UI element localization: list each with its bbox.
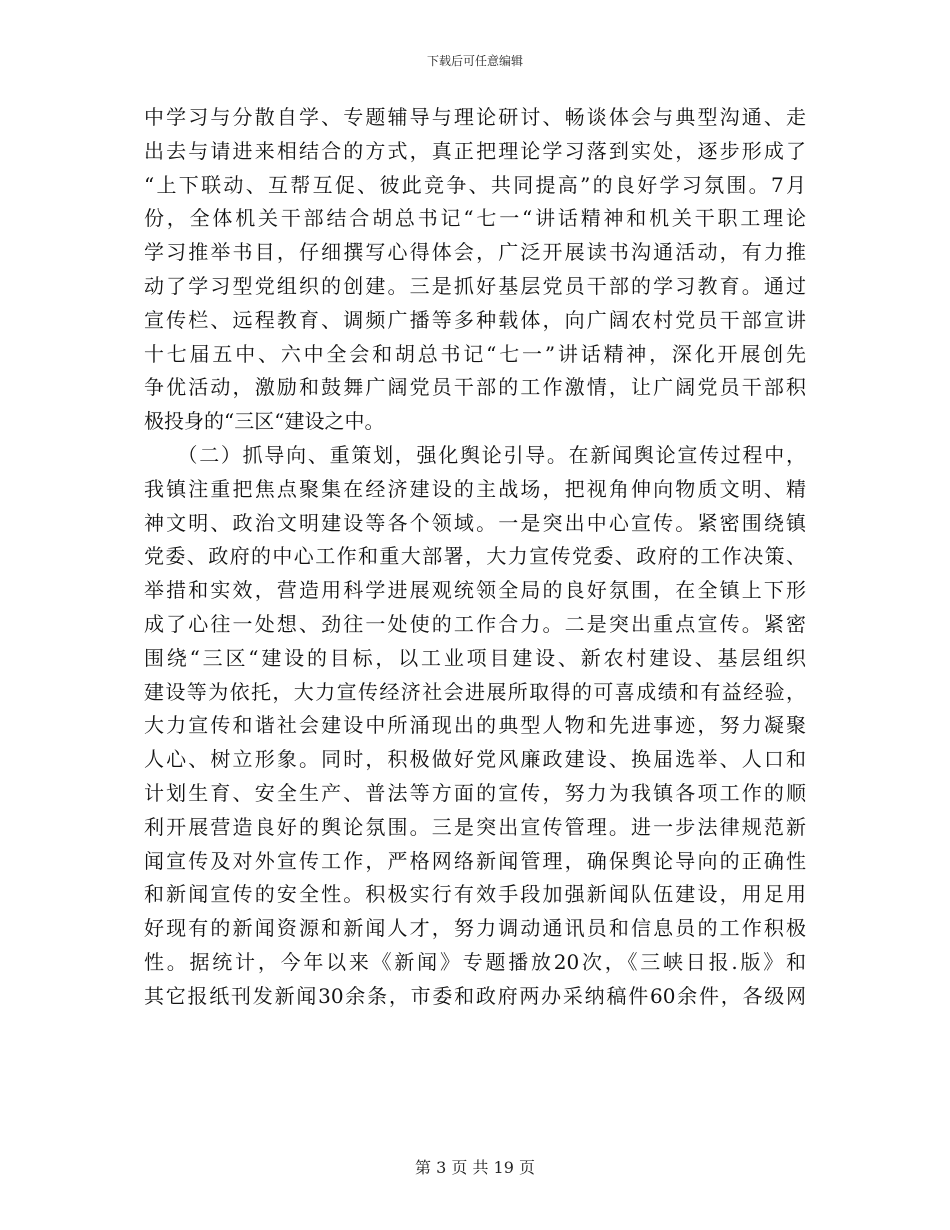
text-line: 举措和实效，营造用科学进展观统领全局的良好氛围，在全镇上下形 [144, 578, 806, 603]
text-line: 围绕“三区“建设的目标，以工业项目建设、新农村建设、基层组织 [144, 645, 806, 670]
text-line: 利开展营造良好的舆论氛围。三是突出宣传管理。进一步法律规范新 [144, 814, 806, 839]
text-line: 份，全体机关干部结合胡总书记“七一“讲话精神和机关干职工理论 [144, 206, 806, 231]
text-line: 十七届五中、六中全会和胡总书记“七一”讲话精神，深化开展创先 [144, 341, 806, 366]
text-line: 中学习与分散自学、专题辅导与理论研讨、畅谈体会与典型沟通、走 [144, 105, 806, 129]
text-line: 学习推举书目，仔细撰写心得体会，广泛开展读书沟通活动，有力推 [144, 240, 806, 265]
text-line: 神文明、政治文明建设等各个领域。一是突出中心宣传。紧密围绕镇 [144, 510, 806, 535]
page-header: 下载后可任意编辑 [426, 54, 523, 68]
text-line: 闻宣传及对外宣传工作，严格网络新闻管理，确保舆论导向的正确性 [144, 848, 806, 873]
text-line: 我镇注重把焦点聚集在经济建设的主战场，把视角伸向物质文明、精 [144, 476, 806, 501]
text-line: 好现有的新闻资源和新闻人才，努力调动通讯员和信息员的工作积极 [144, 916, 806, 941]
text-line: 争优活动，激励和鼓舞广阔党员干部的工作激情，让广阔党员干部积 [144, 375, 806, 400]
text-line: 和新闻宣传的安全性。积极实行有效手段加强新闻队伍建设，用足用 [144, 882, 806, 907]
text-line: 计划生育、安全生产、普法等方面的宣传，努力为我镇各项工作的顺 [144, 780, 806, 805]
text-line: 其它报纸刊发新闻30余条，市委和政府两办采纳稿件60余件，各级网 [144, 983, 806, 1008]
text-line: 人心、树立形象。同时，积极做好党风廉政建设、换届选举、人口和 [144, 747, 806, 772]
text-line: 建设等为依托，大力宣传经济社会进展所取得的可喜成绩和有益经验， [144, 679, 806, 704]
text-line: “上下联动、互帮互促、彼此竞争、共同提高”的良好学习氛围。7月 [144, 172, 806, 197]
text-line: 动了学习型党组织的创建。三是抓好基层党员干部的学习教育。通过 [144, 273, 806, 298]
text-line: （二）抓导向、重策划，强化舆论引导。在新闻舆论宣传过程中， [144, 442, 806, 467]
text-line: 成了心往一处想、劲往一处使的工作合力。二是突出重点宣传。紧密 [144, 611, 806, 636]
text-line: 性。据统计，今年以来《新闻》专题播放20次，《三峡日报.版》和 [144, 949, 806, 974]
text-line: 出去与请进来相结合的方式，真正把理论学习落到实处，逐步形成了 [144, 138, 806, 163]
body-text [144, 101, 806, 1014]
page-number: 第 3 页 共 19 页 [415, 1158, 535, 1177]
text-line: 大力宣传和谐社会建设中所涌现出的典型人物和先进事迹，努力凝聚 [144, 713, 806, 738]
text-line: 极投身的“三区“建设之中。 [144, 409, 385, 434]
text-line: 党委、政府的中心工作和重大部署，大力宣传党委、政府的工作决策、 [144, 544, 806, 569]
text-line: 宣传栏、远程教育、调频广播等多种载体，向广阔农村党员干部宣讲 [144, 307, 806, 332]
